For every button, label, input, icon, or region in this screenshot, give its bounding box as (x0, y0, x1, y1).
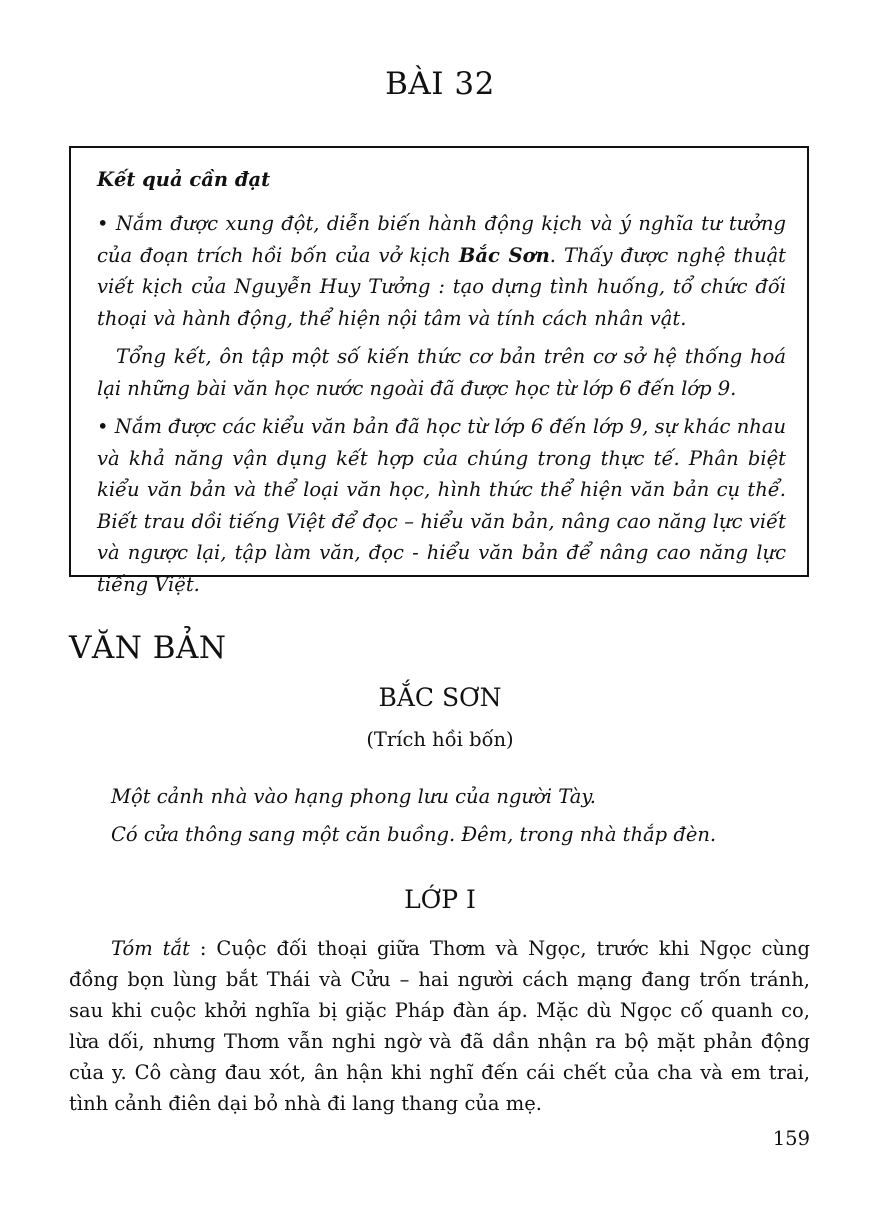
work-title: BẮC SƠN (378, 683, 502, 712)
summary-text: : Cuộc đối thoại giữa Thơm và Ngọc, trước khi Ngọc cùng đồng bọn lùng bắt Thái và Cửu – hai người cách mạng đang trốn tránh, sau khi cuộc khởi nghĩa bị giặc Pháp đàn áp. Mặc dù Ngọc cố quanh co, lừa dối, nhưng Thơm vẫn nghi ngờ và đã dần nhận ra bộ mặt phản động của y. Cô càng đau xót, ân hận khi nghĩ đến cái chết của cha và em trai, tình cảnh điên dại bỏ nhà đi lang thang của mẹ. (69, 937, 810, 1115)
objectives-paragraph-1 (97, 208, 786, 334)
page-number: 159 (772, 1127, 810, 1150)
objectives-paragraph-1-end: . Thấy được nghệ thuật viết kịch của Nguyễn Huy Tưởng : tạo dựng tình huống, tổ chức đối thoại và hành động, thể hiện nội tâm và tính cách nhân vật. (97, 243, 786, 330)
stage-direction: Có cửa thông sang một căn buồng. Đêm, trong nhà thắp đèn. (111, 823, 717, 846)
summary-paragraph (69, 933, 810, 1119)
play-title-bold: Bắc Sơn (458, 243, 550, 267)
summary-label: Tóm tắt (111, 937, 190, 960)
objectives-paragraph-3: • Nắm được các kiểu văn bản đã học từ lớp 6 đến lớp 9, sự khác nhau và khả năng vận dụng kết hợp của chúng trong thực tế. Phân biệt kiểu văn bản và thể loại văn học, hình thức thể hiện văn bản cụ thể. Biết trau dồi tiếng Việt để đọc – hiểu văn bản, nâng cao năng lực viết và ngược lại, tập làm văn, đọc - hiểu văn bản để nâng cao năng lực tiếng Việt. (97, 415, 786, 596)
work-subtitle: (Trích hồi bốn) (366, 728, 514, 751)
section-heading: VĂN BẢN (69, 630, 227, 666)
stage-direction: Một cảnh nhà vào hạng phong lưu của người Tày. (111, 785, 596, 808)
act-title: LỚP I (404, 885, 476, 914)
lesson-title: BÀI 32 (385, 66, 495, 102)
objectives-paragraph-2: Tổng kết, ôn tập một số kiến thức cơ bản trên cơ sở hệ thống hoá lại những bài văn học nước ngoài đã được học từ lớp 6 đến lớp 9. (97, 345, 786, 400)
objectives-heading: Kết quả cần đạt (97, 168, 271, 191)
objectives-paragraph-1-start: • Nắm được xung đột, diễn biến hành động kịch và ý nghĩa tư tưởng của đoạn trích hồi bốn của vở kịch (97, 212, 786, 267)
